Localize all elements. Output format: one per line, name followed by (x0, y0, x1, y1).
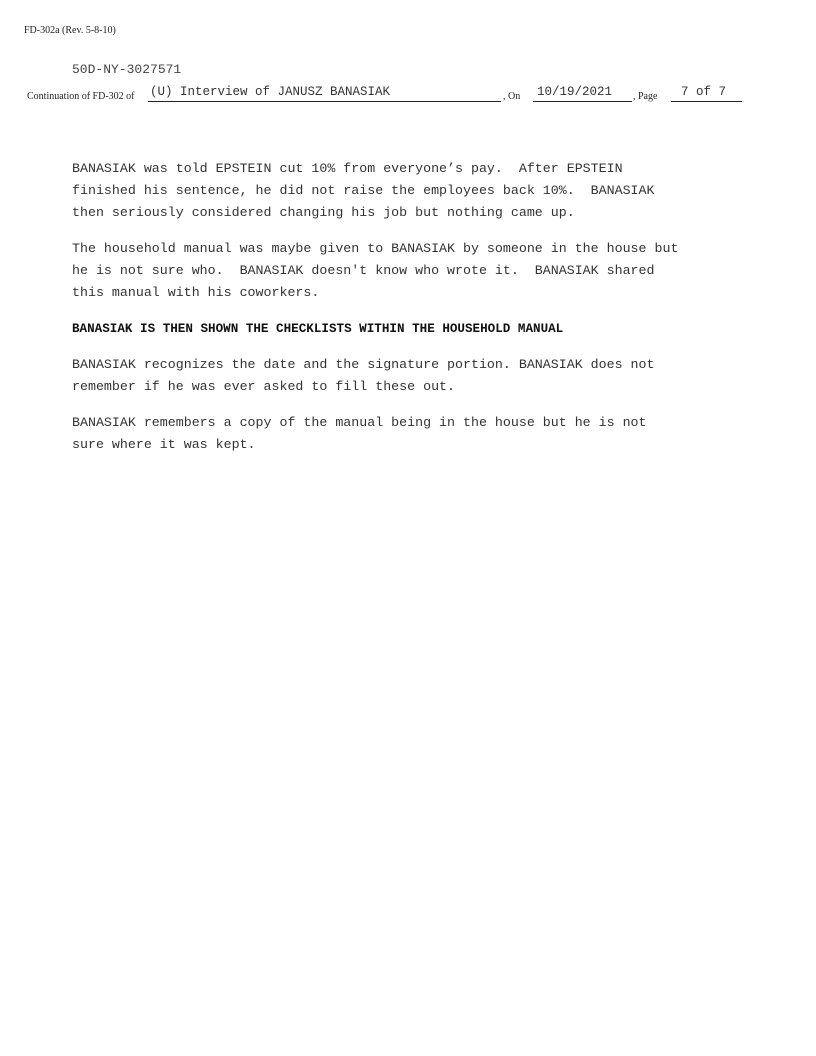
date-field (533, 81, 632, 102)
paragraph-pay-cut: BANASIAK was told EPSTEIN cut 10% from everyone’s pay. After EPSTEIN finished his sentence, he did not raise the employees back 10%. BANASIAK then seriously considered changing his job but nothing came up. (72, 161, 655, 220)
page-label: , Page (633, 91, 658, 102)
paragraph-signature: BANASIAK recognizes the date and the signature portion. BANASIAK does not remember if he was ever asked to fill these out. (72, 357, 655, 394)
date-value: 10/19/2021 (537, 85, 613, 99)
section-heading-checklists: BANASIAK IS THEN SHOWN THE CHECKLISTS WITHIN THE HOUSEHOLD MANUAL (72, 322, 564, 336)
continuation-header (0, 82, 816, 104)
continuation-label: Continuation of FD-302 of (27, 91, 135, 102)
form-id: FD-302a (Rev. 5-8-10) (24, 25, 116, 36)
page-field (671, 81, 742, 102)
case-number: 50D-NY-3027571 (72, 62, 182, 77)
interview-body (72, 158, 762, 470)
subject-field (148, 81, 501, 102)
subject-value: (U) Interview of JANUSZ BANASIAK (150, 85, 391, 99)
on-label: , On (503, 91, 521, 102)
page-value: 7 of 7 (681, 85, 727, 99)
paragraph-household-manual: The household manual was maybe given to BANASIAK by someone in the house but he is not sure who. BANASIAK doesn't know who wrote it. BANASIAK shared this manual with his coworkers. (72, 241, 679, 300)
paragraph-manual-location: BANASIAK remembers a copy of the manual being in the house but he is not sure where it was kept. (72, 415, 647, 452)
